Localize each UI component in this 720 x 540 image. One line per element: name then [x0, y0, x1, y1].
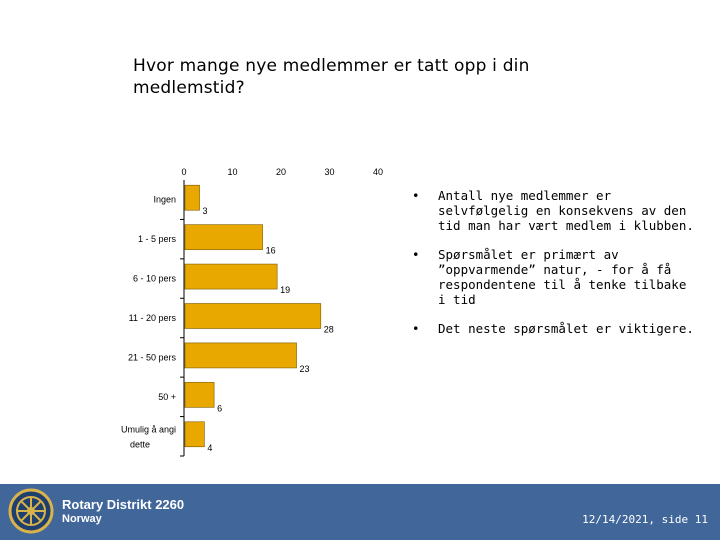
footer-bar: [0, 484, 720, 540]
bullet-list: [412, 188, 700, 350]
bullet-dot-icon: •: [412, 188, 420, 203]
x-tick-label: 10: [227, 167, 238, 177]
data-label: 6: [217, 403, 223, 414]
bullet-text: Spørsmålet er primært av ”oppvarmende” natur, - for å få respondentene til å tenke tilbake i tid: [438, 247, 687, 307]
bullet-dot-icon: •: [412, 321, 420, 336]
data-label: 28: [323, 324, 334, 335]
category-label: 21 - 50 pers: [127, 352, 176, 363]
category-label: 50 +: [158, 391, 176, 402]
data-label: 3: [202, 206, 208, 217]
bullet-dot-icon: •: [412, 247, 420, 262]
footer-country: Norway: [62, 513, 102, 525]
bullet-item: [412, 247, 700, 307]
bar: [185, 382, 214, 407]
bar: [185, 343, 297, 368]
bullet-text: Antall nye medlemmer er selvfølgelig en konsekvens av den tid man har vært medlem i klubben.: [438, 188, 694, 233]
data-label: 23: [299, 363, 310, 374]
category-label: Ingen: [153, 194, 176, 205]
footer-org-name: Rotary Distrikt 2260: [62, 497, 185, 512]
bar: [185, 304, 321, 329]
rotary-wheel-icon: [8, 488, 54, 534]
slide-title: Hvor mange nye medlemmer er tatt opp i din medlemstid?: [133, 56, 530, 98]
bar: [185, 422, 204, 447]
category-label: Umulig å angi dette: [120, 424, 176, 450]
x-tick-label: 30: [324, 167, 335, 177]
bar: [185, 185, 200, 210]
x-tick-label: 20: [275, 167, 287, 177]
bar: [185, 225, 263, 250]
data-label: 16: [265, 245, 276, 256]
footer-date-page: 12/14/2021, side 11: [582, 513, 708, 526]
category-label: 6 - 10 pers: [132, 273, 176, 284]
category-label: 11 - 20 pers: [128, 313, 176, 323]
bullet-item: [412, 188, 700, 233]
bullet-item: [412, 321, 700, 336]
data-label: 4: [207, 442, 213, 453]
bar: [185, 264, 277, 289]
category-label: 1 - 5 pers: [137, 234, 176, 245]
bullet-text: Det neste spørsmålet er viktigere.: [438, 321, 694, 336]
x-tick-label: 0: [181, 167, 187, 177]
data-label: 19: [280, 285, 291, 296]
x-tick-label: 40: [372, 167, 384, 177]
